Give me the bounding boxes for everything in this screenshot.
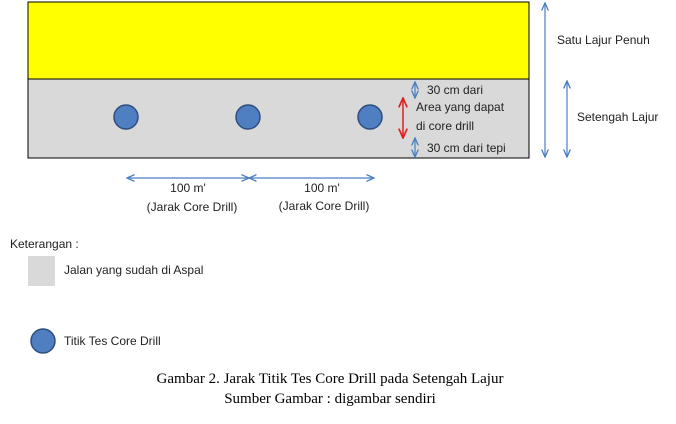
legend-title: Keterangan : — [10, 237, 79, 251]
legend-item-paved-road: Jalan yang sudah di Aspal — [64, 263, 204, 277]
spacing-distance-2: 100 m' — [304, 181, 340, 195]
caption-line1: Gambar 2. Jarak Titik Tes Core Drill pada Setengah Lajur — [156, 371, 504, 387]
core-drill-point-2 — [236, 105, 260, 129]
spacing-note-2: (Jarak Core Drill) — [278, 199, 370, 213]
spacing-distance-1: 100 m' — [170, 181, 206, 195]
spacing-note-1: (Jarak Core Drill) — [146, 200, 238, 214]
legend-item-core-drill-point: Titik Tes Core Drill — [64, 334, 161, 348]
full-lane-area — [28, 2, 529, 79]
caption-line2: Sumber Gambar : digambar sendiri — [224, 391, 436, 407]
core-area-label-line2: di core drill — [416, 119, 475, 133]
bottom-offset-label: 30 cm dari tepi — [427, 141, 506, 155]
core-area-label-line1: Area yang dapat — [416, 100, 505, 114]
legend-blue-circle-icon — [31, 329, 55, 353]
full-lane-label: Satu Lajur Penuh — [557, 33, 650, 47]
core-drill-point-3 — [358, 105, 382, 129]
top-offset-label: 30 cm dari — [427, 83, 484, 97]
legend-gray-square-icon — [28, 256, 55, 286]
core-drill-point-1 — [114, 105, 138, 129]
half-lane-label: Setengah Lajur — [577, 110, 659, 124]
